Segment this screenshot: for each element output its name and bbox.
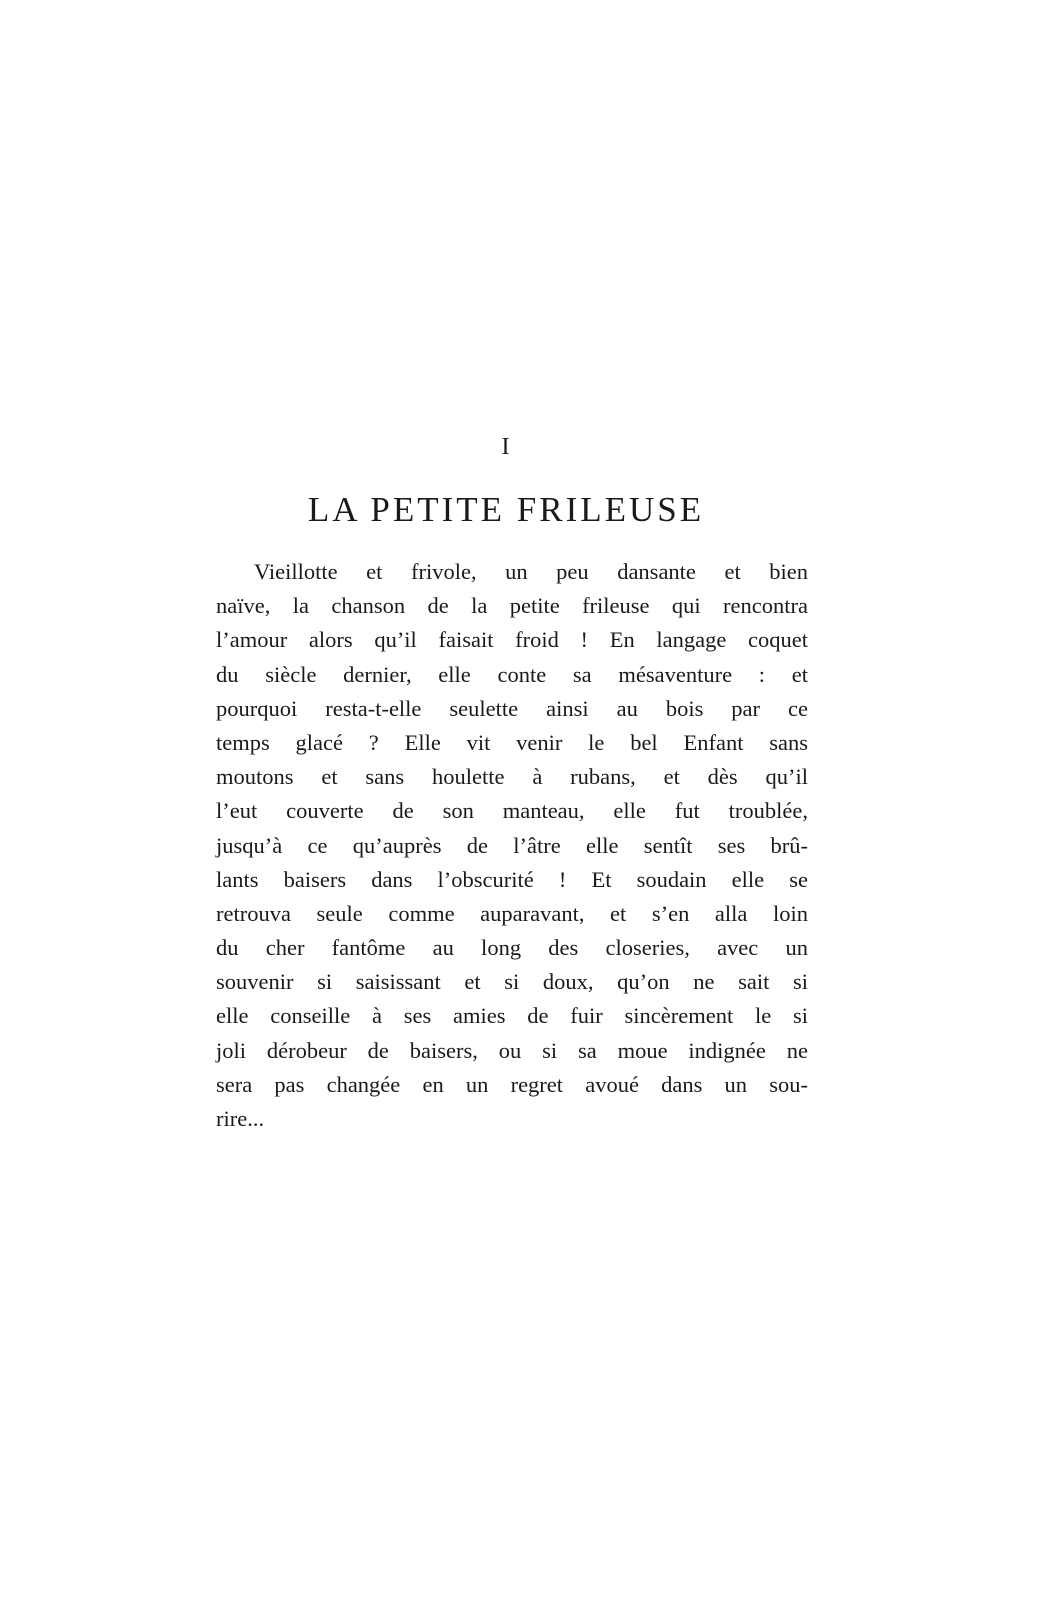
chapter-number: I [501,434,511,460]
paragraph-line [216,589,808,623]
paragraph-line [216,555,808,589]
line-text: moutons et sans houlette à rubans, et dès qu’il [216,764,808,790]
paragraph-line [216,794,808,828]
paragraph-line [216,829,808,863]
line-text: Vieillotte et frivole, un peu dansante et bien [254,559,808,584]
line-text: jusqu’à ce qu’auprès de l’âtre elle sentît ses brû- [216,832,808,858]
paragraph-line [216,1102,808,1136]
chapter-paragraph [216,555,808,1136]
line-text: joli dérobeur de baisers, ou si sa moue indignée ne [216,1037,808,1063]
paragraph-line [216,965,808,999]
paragraph-line [216,692,808,726]
line-text: rire... [216,1106,265,1131]
line-text: sera pas changée en un regret avoué dans un sou- [216,1071,808,1097]
paragraph-line [216,726,808,760]
paragraph-line [216,658,808,692]
paragraph-line [216,623,808,657]
line-text: l’amour alors qu’il faisait froid ! En langage coquet [216,627,808,653]
line-text: du siècle dernier, elle conte sa mésaventure : et [216,661,808,687]
paragraph-line [216,931,808,965]
line-text: pourquoi resta-t-elle seulette ainsi au bois par ce [216,695,808,721]
paragraph-line [216,863,808,897]
paragraph-line [216,760,808,794]
chapter-title: LA PETITE FRILEUSE [307,490,705,529]
line-text: souvenir si saisissant et si doux, qu’on ne sait si [216,969,808,995]
line-text: naïve, la chanson de la petite frileuse qui rencontra [216,593,808,619]
paragraph-line [216,897,808,931]
line-text: elle conseille à ses amies de fuir sincèrement le si [216,1003,808,1029]
line-text: l’eut couverte de son manteau, elle fut troublée, [216,798,808,824]
line-text: temps glacé ? Elle vit venir le bel Enfant sans [216,729,808,755]
line-text: lants baisers dans l’obscurité ! Et soudain elle se [216,866,808,892]
paragraph-line [216,999,808,1033]
line-text: retrouva seule comme auparavant, et s’en alla loin [216,900,808,926]
paragraph-line [216,1034,808,1068]
line-text: du cher fantôme au long des closeries, avec un [216,935,808,961]
paragraph-line [216,1068,808,1102]
